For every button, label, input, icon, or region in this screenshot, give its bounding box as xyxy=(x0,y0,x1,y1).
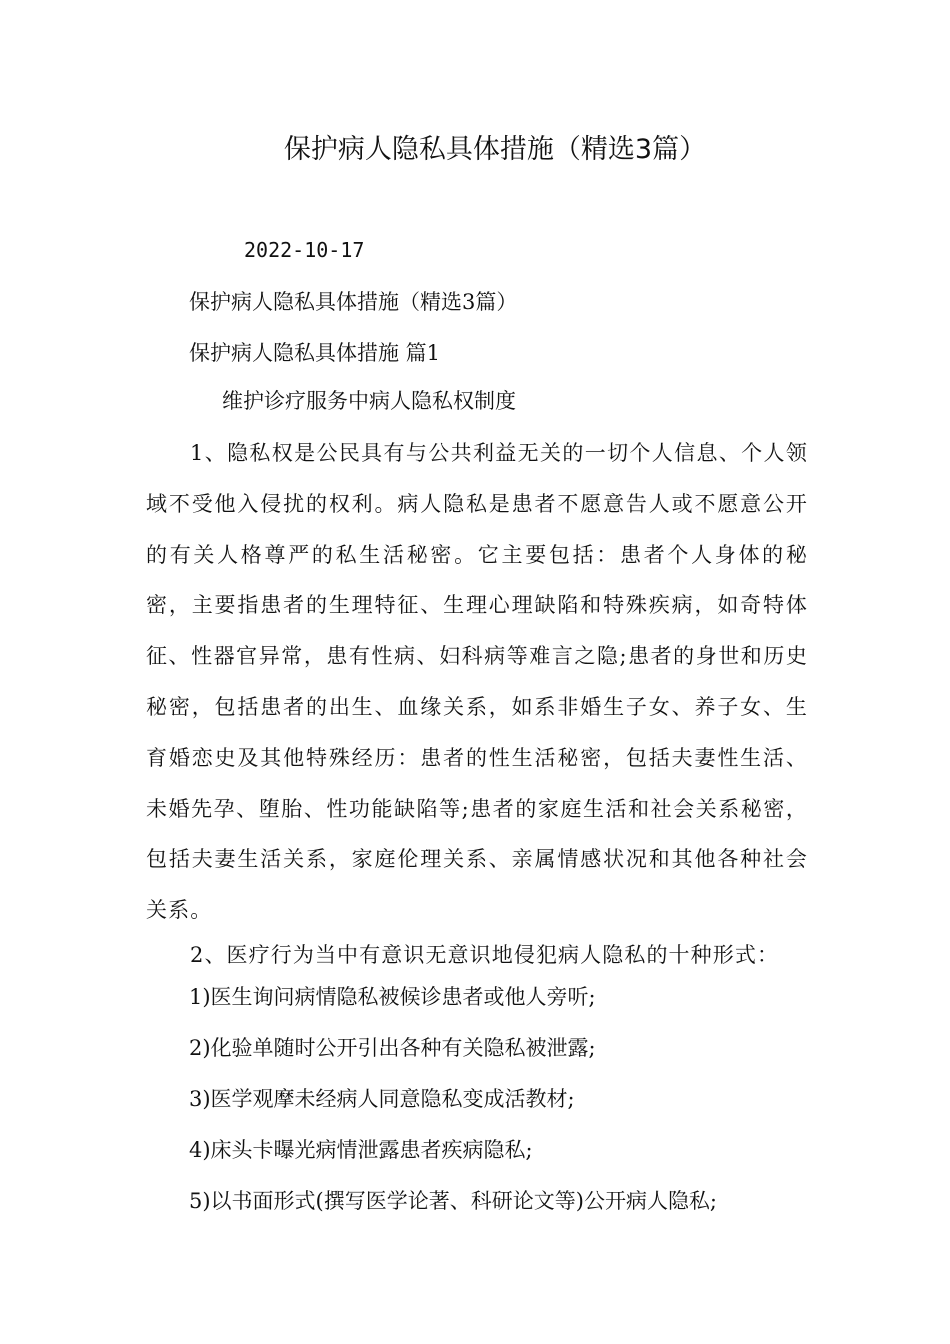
document-title: 保护病人隐私具体措施（精选3篇） xyxy=(283,134,707,165)
list-item: 1)医生询问病情隐私被候诊患者或他人旁听; xyxy=(189,985,596,1009)
section-heading: 维护诊疗服务中病人隐私权制度 xyxy=(222,389,516,413)
document-subtitle: 保护病人隐私具体措施（精选3篇） xyxy=(189,290,518,314)
list-item: 3)医学观摩未经病人同意隐私变成活教材; xyxy=(189,1087,575,1111)
section-title: 保护病人隐私具体措施 篇1 xyxy=(189,341,441,365)
list-item: 5)以书面形式(撰写医学论著、科研论文等)公开病人隐私; xyxy=(189,1189,718,1213)
paragraph-1 xyxy=(146,428,808,936)
paragraph-2-text: 2、医疗行为当中有意识无意识地侵犯病人隐私的十种形式： xyxy=(190,943,780,967)
document-date: 2022-10-17 xyxy=(244,238,365,262)
list-item: 2)化验单随时公开引出各种有关隐私被泄露; xyxy=(189,1036,596,1060)
paragraph-1-text: 1、隐私权是公民具有与公共利益无关的一切个人信息、个人领域不受他入侵扰的权利。病人隐私是患者不愿意告人或不愿意公开的有关人格尊严的私生活秘密。它主要包括：患者个人身体的秘密，主要指患者的生理特征、生理心理缺陷和特殊疾病，如奇特体征、性器官异常，患有性病、妇科病等难言之隐;患者的身世和历史秘密，包括患者的出生、血缘关系，如系非婚生子女、养子女、生育婚恋史及其他特殊经历：患者的性生活秘密，包括夫妻性生活、未婚先孕、堕胎、性功能缺陷等;患者的家庭生活和社会关系秘密，包括夫妻生活关系，家庭伦理关系、亲属情感状况和其他各种社会关系。 xyxy=(146,441,808,923)
paragraph-2 xyxy=(146,930,808,981)
list-item: 4)床头卡曝光病情泄露患者疾病隐私; xyxy=(189,1138,533,1162)
